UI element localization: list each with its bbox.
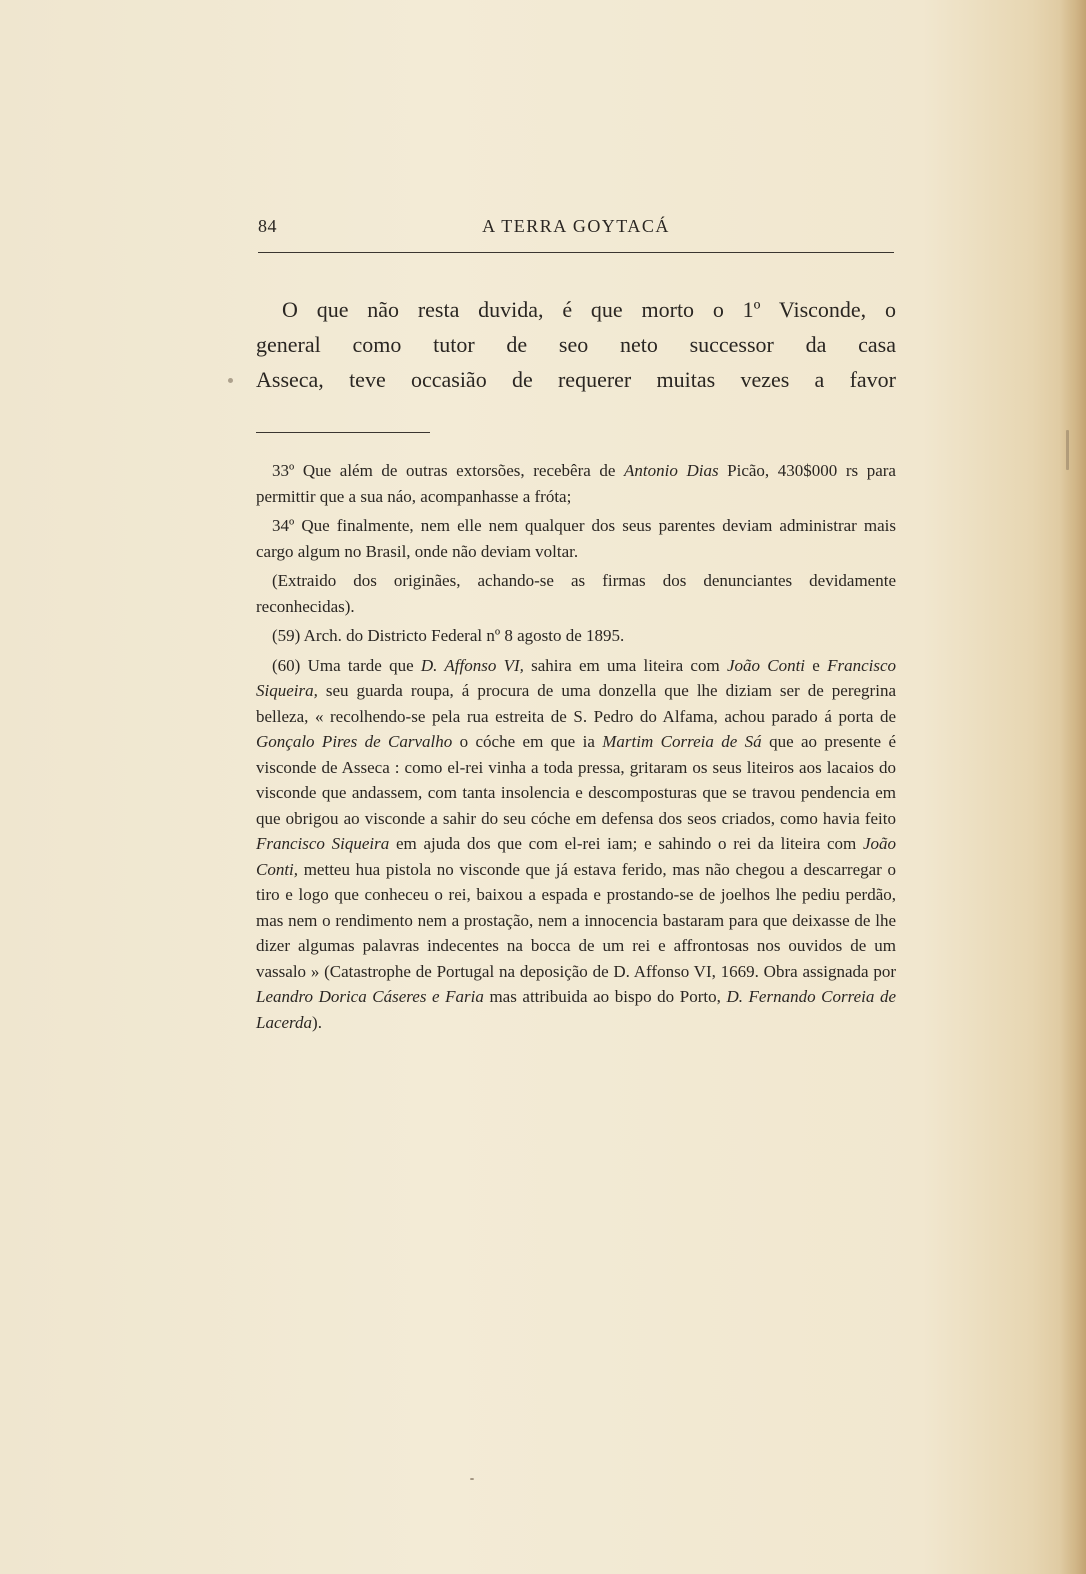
header-rule [258, 252, 894, 253]
footnote-60: (60) Uma tarde que D. Affonso VI, sahira em uma liteira com João Conti e Francisco Siqueira, seu guarda roupa, á procura de uma donzella que lhe diziam ser de peregrina belleza, « recolhendo-se pela rua estreita de S. Pedro do Alfama, achou parado á porta de Gonçalo Pires de Carvalho o cóche em que ia Martim Correia de Sá que ao presente é visconde de Asseca : como el-rei vinha a toda pressa, gritaram os seus liteiros aos lacaios do visconde que andassem, com tanta insolencia e descomposturas que se travou pendencia em que obrigou ao visconde a sahir do seu cóche em defensa dos seos criados, como havia feito Francisco Siqueira em ajuda dos que com el-rei iam; e sahindo o rei da liteira com João Conti, metteu hua pistola no visconde que já estava ferido, mas não chegou a descarregar o tiro e logo que conheceu o rei, baixou a espada e prostando-se de joelhos lhe pediu perdão, mas nem o rendimento nem a prostação, nem a innocencia bastaram para que deixasse de lhe dizer algumas palavras indecentes na bocca de um rei e affrontosas nos ouvidos de um vassalo » (Catastrophe de Portugal na deposição de D. Affonso VI, 1669. Obra assignada por Leandro Dorica Cáseres e Faria mas attribuida ao bispo do Porto, D. Fernando Correia de Lacerda). [256, 655, 897, 1032]
footnote-separator [256, 432, 430, 433]
footnote-33: 33º Que além de outras extorsões, recebêra de Antonio Dias Picão, 430$000 rs para permittir que a sua náo, acompanhasse a fróta; [256, 461, 896, 506]
footnotes [256, 458, 896, 1039]
footnote-34: 34º Que finalmente, nem elle nem qualquer dos seus parentes deviam administrar mais cargo algum no Brasil, onde não deviam voltar. [256, 516, 896, 561]
paper-speck [1066, 430, 1069, 470]
page-edge-shadow [1060, 0, 1086, 1574]
page-number: 84 [258, 216, 277, 236]
footnote-extract: (Extraido dos originães, achando-se as firmas dos denunciantes devidamente reconhecidas). [256, 571, 896, 616]
page-header [258, 212, 894, 242]
running-title: A TERRA GOYTACÁ [482, 216, 670, 236]
body-line: Asseca, teve occasião de requerer muitas vezes a favor [256, 367, 896, 392]
paper-speck [470, 1478, 474, 1480]
body-paragraph [256, 292, 896, 397]
body-line: O que não resta duvida, é que morto o 1º Visconde, o [282, 297, 896, 322]
body-line: general como tutor de seo neto successor da casa [256, 332, 896, 357]
footnote-59: (59) Arch. do Districto Federal nº 8 agosto de 1895. [272, 626, 625, 645]
paper-speck [228, 378, 233, 383]
